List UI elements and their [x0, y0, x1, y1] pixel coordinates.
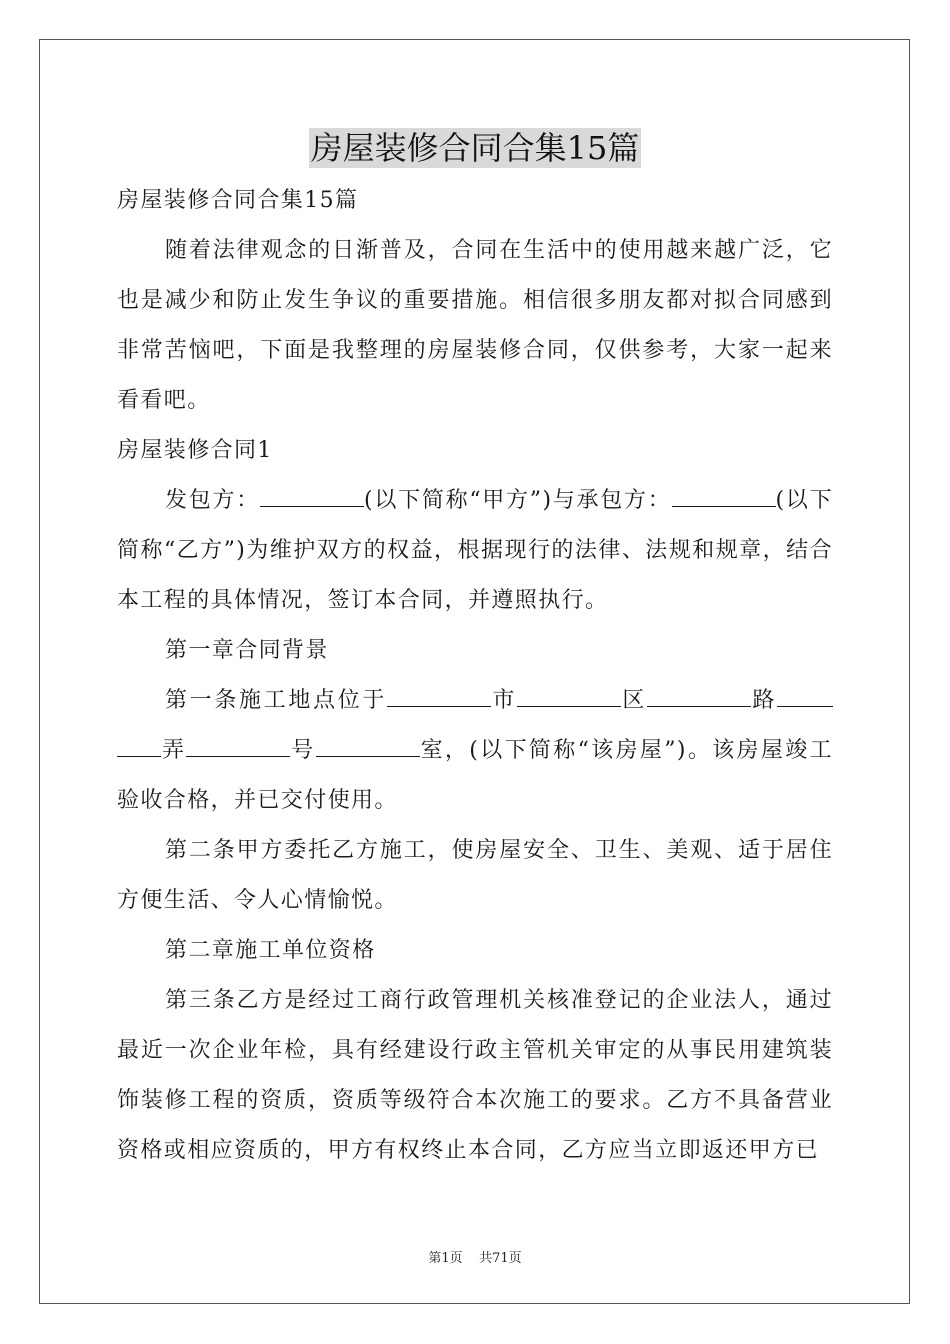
blank-line	[316, 736, 420, 757]
subtitle: 房屋装修合同合集15篇	[117, 188, 359, 213]
party-clause-part: (以下简称“甲方”)与承包方：	[364, 488, 672, 513]
article-part: 市	[491, 688, 518, 713]
party-clause-part: (以下简称“乙方”)为维护双方的权益，根据现行的法律、法规和规章，结合本工程的具体情况，签订本合同，并遵照执行。	[117, 488, 833, 613]
article-part: 第一条施工地点位于	[165, 688, 388, 713]
article-part: 弄	[161, 738, 187, 763]
blank-line	[777, 686, 833, 707]
chapter-heading: 第二章施工单位资格	[165, 938, 376, 963]
title-container	[0, 128, 950, 168]
blank-line	[672, 486, 776, 507]
chapter-heading: 第一章合同背景	[165, 638, 329, 663]
party-clause	[117, 476, 833, 626]
article-1	[117, 676, 833, 826]
blank-line	[117, 736, 161, 757]
blank-line	[517, 686, 621, 707]
page-footer	[0, 1247, 950, 1266]
article-part: 室，(以下简称“该房屋”)。该房屋竣工验收合格，并已交付使用。	[117, 738, 834, 813]
document-body	[117, 176, 833, 1176]
article-part: 号	[290, 738, 316, 763]
article-3: 第三条乙方是经过工商行政管理机关核准登记的企业法人，通过最近一次企业年检，具有经建设行政主管机关审定的从事民用建筑装饰装修工程的资质，资质等级符合本次施工的要求。乙方不具备营业资格或相应资质的，甲方有权终止本合同，乙方应当立即返还甲方已	[117, 988, 833, 1163]
page-total: 共71页	[479, 1251, 522, 1266]
article-part: 路	[751, 688, 778, 713]
page-number: 第1页	[428, 1251, 463, 1266]
blank-line	[260, 486, 364, 507]
section-heading: 房屋装修合同1	[117, 438, 273, 463]
article-2: 第二条甲方委托乙方施工，使房屋安全、卫生、美观、适于居住方便生活、令人心情愉悦。	[117, 838, 833, 913]
document-title: 房屋装修合同合集15篇	[310, 129, 640, 167]
article-part: 区	[621, 688, 648, 713]
blank-line	[186, 736, 290, 757]
blank-line	[647, 686, 751, 707]
intro-paragraph: 随着法律观念的日渐普及，合同在生活中的使用越来越广泛，它也是减少和防止发生争议的重要措施。相信很多朋友都对拟合同感到非常苦恼吧，下面是我整理的房屋装修合同，仅供参考，大家一起来看看吧。	[117, 238, 833, 413]
blank-line	[387, 686, 491, 707]
party-clause-part: 发包方：	[165, 488, 260, 513]
